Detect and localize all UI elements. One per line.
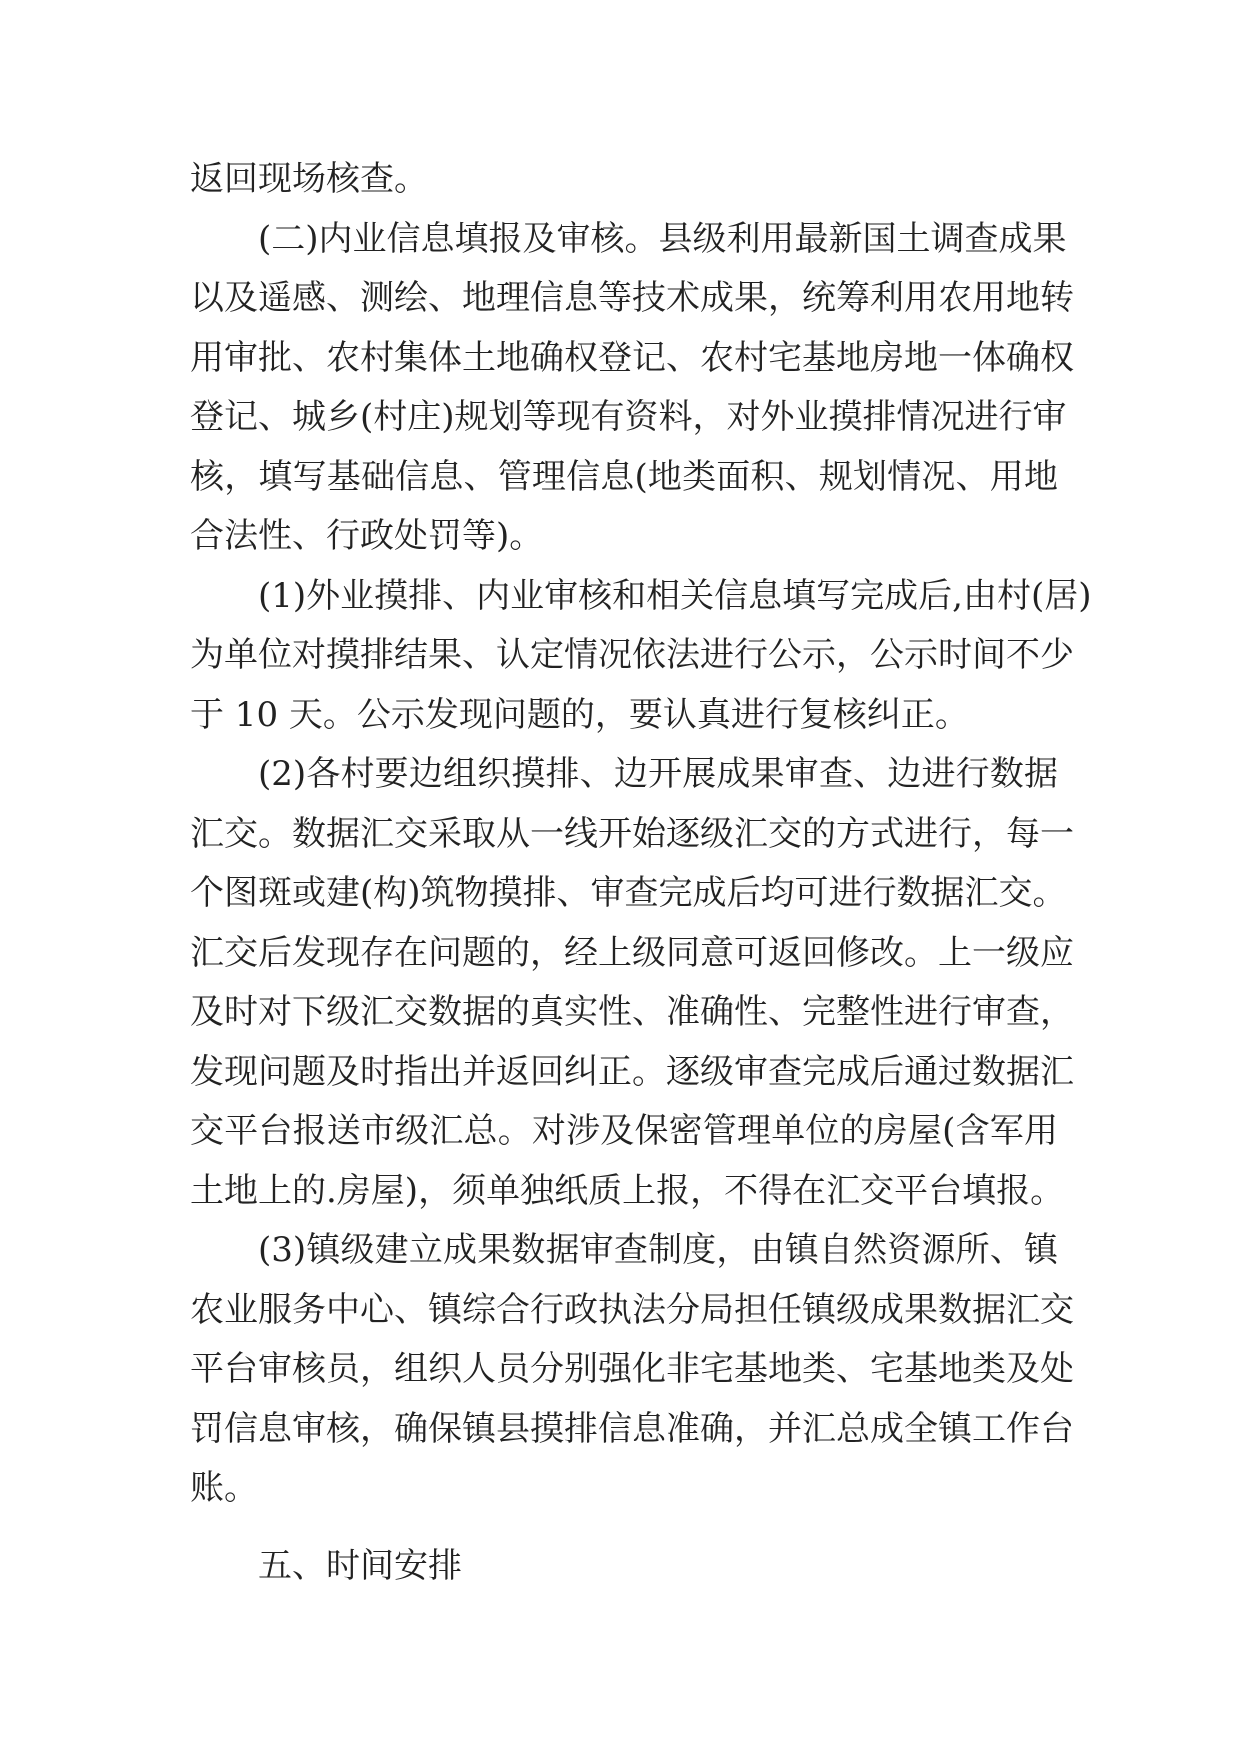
text-line: (3)镇级建立成果数据审查制度，由镇自然资源所、镇 <box>258 1230 1058 1270</box>
text-line: 合法性、行政处罚等)。 <box>190 516 544 556</box>
text-line: 登记、城乡(村庄)规划等现有资料，对外业摸排情况进行审 <box>190 397 1067 437</box>
text-line: 农业服务中心、镇综合行政执法分局担任镇级成果数据汇交 <box>190 1289 1074 1330</box>
text-line: 罚信息审核，确保镇县摸排信息准确，并汇总成全镇工作台 <box>190 1408 1074 1449</box>
document-body <box>190 150 1092 1596</box>
text-line: 平台审核员，组织人员分别强化非宅基地类、宅基地类及处 <box>190 1349 1074 1389</box>
paragraph <box>190 150 1058 210</box>
text-line: 及时对下级汇交数据的真实性、准确性、完整性进行审查， <box>190 992 1074 1032</box>
paragraph <box>190 210 1074 567</box>
text-line: 汇交。数据汇交采取从一线开始逐级汇交的方式进行，每一 <box>190 813 1074 854</box>
text-line: 个图斑或建(构)筑物摸排、审查完成后均可进行数据汇交。 <box>190 873 1067 913</box>
paragraph <box>190 567 1092 746</box>
text-line: (2)各村要边组织摸排、边开展成果审查、边进行数据 <box>258 754 1058 794</box>
paragraph <box>190 1537 1058 1597</box>
text-line: 于 10 天。公示发现问题的，要认真进行复核纠正。 <box>190 694 969 735</box>
paragraph-gap <box>190 1519 1058 1537</box>
text-line: 以及遥感、测绘、地理信息等技术成果，统筹利用农用地转 <box>190 278 1074 318</box>
text-line: (1)外业摸排、内业审核和相关信息填写完成后,由村(居) <box>258 575 1092 616</box>
paragraph <box>190 745 1074 1221</box>
text-line: 用审批、农村集体土地确权登记、农村宅基地房地一体确权 <box>190 337 1074 378</box>
text-line: 为单位对摸排结果、认定情况依法进行公示，公示时间不少 <box>190 635 1074 675</box>
text-line: 账。 <box>190 1468 258 1508</box>
text-line: 五、时间安排 <box>258 1545 462 1586</box>
text-line: 汇交后发现存在问题的，经上级同意可返回修改。上一级应 <box>190 932 1074 973</box>
text-line: 土地上的.房屋)，须单独纸质上报，不得在汇交平台填报。 <box>190 1170 1065 1211</box>
text-line: (二)内业信息填报及审核。县级利用最新国土调查成果 <box>258 218 1067 259</box>
text-line: 核，填写基础信息、管理信息(地类面积、规划情况、用地 <box>190 456 1058 497</box>
text-line: 交平台报送市级汇总。对涉及保密管理单位的房屋(含军用 <box>190 1111 1058 1151</box>
text-line: 返回现场核查。 <box>190 159 428 199</box>
paragraph <box>190 1221 1074 1519</box>
text-line: 发现问题及时指出并返回纠正。逐级审查完成后通过数据汇 <box>190 1051 1074 1092</box>
